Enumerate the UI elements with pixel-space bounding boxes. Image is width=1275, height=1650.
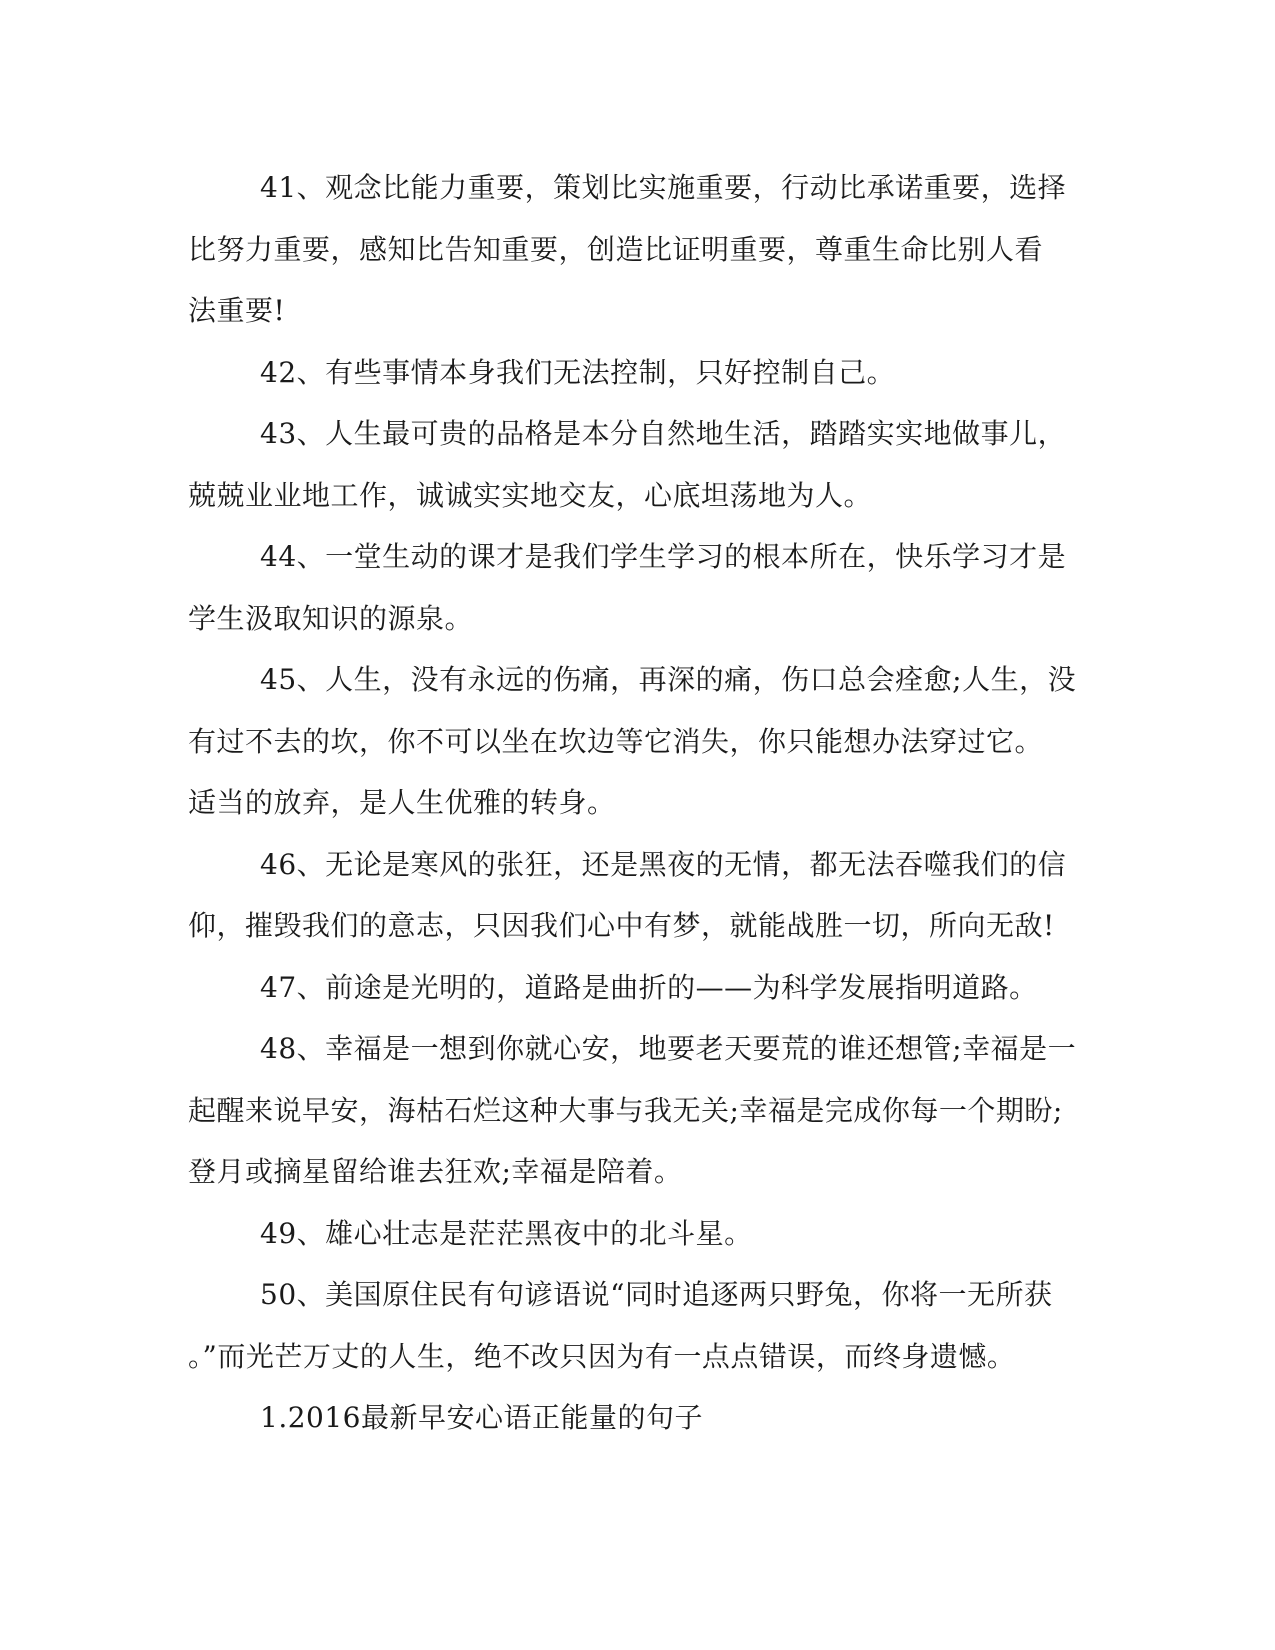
- text-line: 仰，摧毁我们的意志，只因我们心中有梦，就能战胜一切，所向无敌!: [188, 909, 1055, 942]
- paragraph-46: [188, 834, 1088, 957]
- document-body: [188, 157, 1088, 1449]
- section-heading: [188, 1387, 1088, 1449]
- text-line: 学生汲取知识的源泉。: [188, 601, 474, 635]
- text-line: 48、幸福是一想到你就心安，地要老天要荒的谁还想管;幸福是一: [260, 1032, 1077, 1065]
- paragraph-45: [188, 649, 1088, 834]
- text-line: 起醒来说早安，海枯石烂这种大事与我无关;幸福是完成你每一个期盼;: [188, 1093, 1063, 1127]
- text-line: 比努力重要，感知比告知重要，创造比证明重要，尊重生命比别人看: [188, 232, 1044, 266]
- text-line: 46、无论是寒风的张狂，还是黑夜的无情，都无法吞噬我们的信: [260, 847, 1067, 881]
- paragraph-44: [188, 526, 1088, 649]
- paragraph-50: [188, 1264, 1088, 1387]
- text-line: 42、有些事情本身我们无法控制，只好控制自己。: [260, 355, 896, 389]
- text-line: 有过不去的坎，你不可以坐在坎边等它消失，你只能想办法穿过它。: [188, 724, 1044, 758]
- paragraph-48: [188, 1018, 1088, 1203]
- text-line: 44、一堂生动的课才是我们学生学习的根本所在，快乐学习才是: [260, 540, 1067, 573]
- paragraph-47: [188, 957, 1088, 1019]
- text-line: 。”而光芒万丈的人生，绝不改只因为有一点点错误，而终身遗憾。: [188, 1339, 1016, 1373]
- text-line: 49、雄心壮志是茫茫黑夜中的北斗星。: [260, 1216, 753, 1250]
- paragraph-42: [188, 342, 1088, 404]
- paragraph-49: [188, 1203, 1088, 1265]
- text-line: 适当的放弃，是人生优雅的转身。: [188, 786, 616, 819]
- text-line: 法重要!: [188, 294, 286, 327]
- text-line: 1.2016最新早安心语正能量的句子: [260, 1401, 703, 1434]
- text-line: 兢兢业业地工作，诚诚实实地交友，心底坦荡地为人。: [188, 478, 873, 512]
- text-line: 41、观念比能力重要，策划比实施重要，行动比承诺重要，选择: [260, 171, 1067, 204]
- text-line: 45、人生，没有永远的伤痛，再深的痛，伤口总会痊愈;人生，没: [260, 663, 1077, 696]
- text-line: 50、美国原住民有句谚语说“同时追逐两只野兔，你将一无所获: [260, 1278, 1053, 1311]
- paragraph-43: [188, 403, 1088, 526]
- paragraph-41: [188, 157, 1088, 342]
- text-line: 43、人生最可贵的品格是本分自然地生活，踏踏实实地做事儿，: [260, 417, 1067, 450]
- text-line: 登月或摘星留给谁去狂欢;幸福是陪着。: [188, 1155, 683, 1188]
- text-line: 47、前途是光明的，道路是曲折的——为科学发展指明道路。: [260, 970, 1038, 1004]
